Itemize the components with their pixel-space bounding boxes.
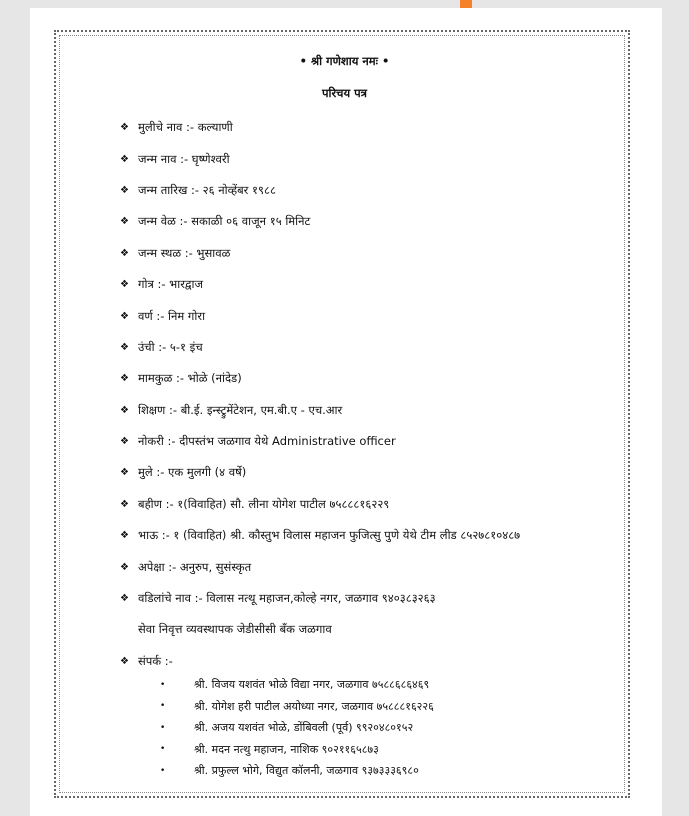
contact-text: श्री. प्रफुल्ल भोगे, विद्युत कॉलनी, जळगाव ९३७३३३६९८० (194, 764, 419, 778)
diamond-bullet-icon: ❖ (120, 122, 129, 134)
contact-text: श्री. अजय यशवंत भोळे, डोंबिवली (पूर्व) ९९२०४८०१५२ (194, 721, 414, 735)
diamond-bullet-icon: ❖ (120, 467, 129, 479)
contact-item (160, 739, 434, 761)
father-job-line: सेवा निवृत्त व्यवस्थापक जेडीसीसी बँक जळगाव (138, 622, 332, 637)
field-children (120, 457, 660, 488)
field-contact-label (120, 646, 660, 677)
bullet-icon: • (160, 744, 166, 755)
field-father (120, 583, 660, 614)
diamond-bullet-icon: ❖ (120, 310, 129, 322)
field-name (120, 112, 660, 143)
field-birth-date (120, 175, 660, 206)
invocation-heading: • श्री गणेशाय नमः • (299, 54, 390, 68)
diamond-bullet-icon: ❖ (120, 498, 129, 510)
field-job (120, 426, 660, 457)
bullet-icon: • (160, 722, 166, 733)
diamond-bullet-icon: ❖ (120, 593, 129, 605)
diamond-bullet-icon: ❖ (120, 279, 129, 291)
biodata-list (120, 112, 660, 677)
contact-list (160, 674, 434, 782)
bullet-icon: • (160, 679, 166, 690)
field-birth-name (120, 143, 660, 174)
diamond-bullet-icon: ❖ (120, 153, 129, 165)
diamond-bullet-icon: ❖ (120, 404, 129, 416)
field-text: शिक्षण :- बी.ई. इन्स्ट्रुमेंटेशन, एम.बी.ए - एच.आर (138, 402, 343, 417)
contact-item (160, 760, 434, 782)
field-height (120, 332, 660, 363)
field-text: जन्म स्थळ :- भुसावळ (138, 245, 231, 260)
diamond-bullet-icon: ❖ (120, 436, 129, 448)
field-text: नोकरी :- दीपस्तंभ जळगाव येथे Administrative officer (138, 434, 396, 449)
contact-text: श्री. योगेश हरी पाटील अयोध्या नगर, जळगाव ७५८८८१६२२६ (194, 699, 434, 713)
field-text: उंची :- ५-१ इंच (138, 339, 203, 354)
field-text: वर्ण :- निम गोरा (138, 308, 206, 323)
diamond-bullet-icon: ❖ (120, 247, 129, 259)
diamond-bullet-icon: ❖ (120, 184, 129, 196)
field-text: संपर्क :- (138, 653, 173, 668)
contact-text: श्री. विजय यशवंत भोळे विद्या नगर, जळगाव ७५८८६८६४६९ (194, 678, 430, 692)
contact-text: श्री. मदन नत्थु महाजन, नाशिक ९०२११६५८७३ (194, 742, 379, 756)
diamond-bullet-icon: ❖ (120, 216, 129, 228)
field-text: जन्म तारिख :- २६ नोव्हेंबर १९८८ (138, 182, 276, 197)
field-text: वडिलांचे नाव :- विलास नत्थू महाजन,कोल्हे नगर, जळगाव ९४०३८३२६३ (138, 591, 436, 606)
field-birth-place (120, 238, 660, 269)
field-text: भाऊ :- १ (विवाहित) श्री. कौस्तुभ विलास महाजन फुजित्सु पुणे येथे टीम लीड ८५२७८१०४८७ (138, 528, 521, 543)
field-brother (120, 520, 660, 551)
field-text: मुलीचे नाव :- कल्याणी (138, 120, 233, 135)
field-expectations (120, 551, 660, 582)
field-text: मुले :- एक मुलगी (४ वर्षे) (138, 465, 247, 480)
field-maternal-family (120, 363, 660, 394)
field-education (120, 395, 660, 426)
field-complexion (120, 300, 660, 331)
diamond-bullet-icon: ❖ (120, 655, 129, 667)
field-text: बहीण :- १(विवाहित) सौ. लीना योगेश पाटील ७५८८८१६२२९ (138, 496, 390, 511)
bullet-icon: • (160, 701, 166, 712)
field-text: गोत्र :- भारद्वाज (138, 277, 204, 292)
field-gotra (120, 269, 660, 300)
contact-item (160, 674, 434, 696)
diamond-bullet-icon: ❖ (120, 530, 129, 542)
field-text: मामकुळ :- भोळे (नांदेड) (138, 371, 242, 386)
diamond-bullet-icon: ❖ (120, 373, 129, 385)
contact-item (160, 717, 434, 739)
field-text: अपेक्षा :- अनुरुप, सुसंस्कृत (138, 559, 252, 574)
field-sister (120, 489, 660, 520)
bullet-icon: • (160, 765, 166, 776)
contact-item (160, 696, 434, 718)
document-title: परिचय पत्र (321, 86, 368, 100)
field-birth-time (120, 206, 660, 237)
field-text: जन्म नाव :- घृष्णेश्वरी (138, 151, 230, 166)
field-text: जन्म वेळ :- सकाळी ०६ वाजून १५ मिनिट (138, 214, 311, 229)
diamond-bullet-icon: ❖ (120, 341, 129, 353)
diamond-bullet-icon: ❖ (120, 561, 129, 573)
